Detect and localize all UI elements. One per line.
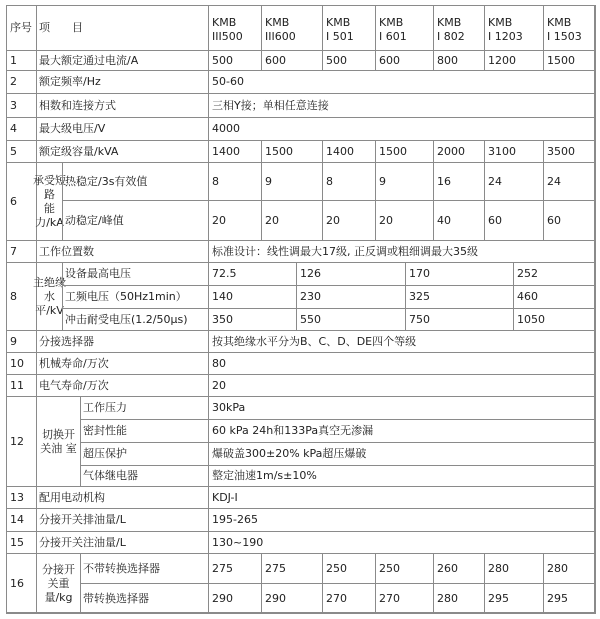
value-cell: 8: [208, 162, 262, 201]
header-model: [322, 5, 376, 51]
value-cell: 500: [208, 50, 262, 71]
value-cell: 295: [543, 583, 596, 614]
row-label: 工作位置数: [36, 240, 209, 263]
sub-label: 热稳定/3s有效值: [62, 162, 209, 201]
row-number: 12: [6, 396, 37, 487]
value-cell: 60: [543, 200, 596, 241]
span-value-cell: 三相Y接；单相任意连接: [208, 93, 596, 118]
span-value-cell: KDJ-I: [208, 486, 596, 509]
row-label-line: 路: [44, 187, 55, 201]
row-label: 机械寿命/万次: [36, 352, 209, 375]
row-number: 10: [6, 352, 37, 375]
sub-label: 工频电压（50Hz1min）: [62, 285, 209, 309]
insulation-value-cell: 140: [208, 285, 297, 309]
insulation-value-cell: 460: [513, 285, 596, 309]
header-model-line: III500: [212, 29, 243, 43]
value-cell: 20: [375, 200, 434, 241]
span-value-cell: 130~190: [208, 531, 596, 554]
value-cell: 290: [208, 583, 262, 614]
value-cell: 20: [208, 200, 262, 241]
row-label-line: 能: [44, 201, 55, 215]
span-value-cell: 20: [208, 374, 596, 397]
row-label: 配用电动机构: [36, 486, 209, 509]
value-cell: 500: [322, 50, 376, 71]
value-cell: 16: [433, 162, 485, 201]
sub-label: 动稳定/峰值: [62, 200, 209, 241]
header-model-line: KMB: [212, 15, 237, 29]
row-label: 相数和连接方式: [36, 93, 209, 118]
value-cell: 40: [433, 200, 485, 241]
span-value-cell: 30kPa: [208, 396, 596, 420]
header-model-line: KMB: [379, 15, 404, 29]
row-number: 9: [6, 330, 37, 353]
header-model-line: I 1203: [488, 29, 523, 43]
row-number: 1: [6, 50, 37, 71]
insulation-value-cell: 1050: [513, 308, 596, 331]
sub-label: 密封性能: [80, 419, 209, 443]
row-label: 分接选择器: [36, 330, 209, 353]
row-label-line: 平/kV: [35, 303, 64, 317]
span-value-cell: 4000: [208, 117, 596, 141]
row-label-line: 关油 室: [40, 441, 77, 455]
row-label-line: 承受短: [33, 173, 66, 187]
row-label-line: 主绝缘: [33, 275, 66, 289]
span-value-cell: 60 kPa 24h和133Pa真空无渗漏: [208, 419, 596, 443]
insulation-value-cell: 72.5: [208, 262, 297, 286]
row-number: 6: [6, 162, 37, 241]
row-number: 2: [6, 70, 37, 94]
sub-label: 气体继电器: [80, 465, 209, 487]
sub-label: 不带转换选择器: [80, 553, 209, 584]
span-value-cell: 按其绝缘水平分为B、C、D、DE四个等级: [208, 330, 596, 353]
row-label: [36, 553, 81, 614]
value-cell: 295: [484, 583, 544, 614]
value-cell: 250: [375, 553, 434, 584]
row-label: 最大级电压/V: [36, 117, 209, 141]
value-cell: 290: [261, 583, 323, 614]
value-cell: 20: [261, 200, 323, 241]
header-model-line: I 1503: [547, 29, 582, 43]
value-cell: 3100: [484, 140, 544, 163]
header-model-line: KMB: [326, 15, 351, 29]
value-cell: 1200: [484, 50, 544, 71]
span-value-cell: 爆破盖300±20% kPa超压爆破: [208, 442, 596, 466]
sub-label: 超压保护: [80, 442, 209, 466]
insulation-value-cell: 750: [405, 308, 514, 331]
row-number: 3: [6, 93, 37, 118]
sub-label: 工作压力: [80, 396, 209, 420]
row-number: 4: [6, 117, 37, 141]
header-model-line: I 501: [326, 29, 354, 43]
insulation-value-cell: 350: [208, 308, 297, 331]
value-cell: 280: [543, 553, 596, 584]
value-cell: 20: [322, 200, 376, 241]
header-model-line: KMB: [265, 15, 290, 29]
header-model-line: III600: [265, 29, 296, 43]
value-cell: 275: [208, 553, 262, 584]
row-label: [33, 162, 66, 241]
value-cell: 600: [261, 50, 323, 71]
insulation-value-cell: 126: [296, 262, 406, 286]
value-cell: 24: [484, 162, 544, 201]
value-cell: 9: [261, 162, 323, 201]
row-label-line: 力/kA: [35, 215, 64, 229]
value-cell: 1400: [208, 140, 262, 163]
value-cell: 270: [375, 583, 434, 614]
insulation-value-cell: 325: [405, 285, 514, 309]
row-label-line: 量/kg: [44, 590, 73, 604]
row-label: 分接开关排油量/L: [36, 508, 209, 532]
row-number: 7: [6, 240, 37, 263]
row-label: 电气寿命/万次: [36, 374, 209, 397]
value-cell: 3500: [543, 140, 596, 163]
insulation-value-cell: 550: [296, 308, 406, 331]
sub-label: 冲击耐受电压(1.2/50μs): [62, 308, 209, 331]
value-cell: 9: [375, 162, 434, 201]
value-cell: 600: [375, 50, 434, 71]
row-label-line: 关重: [47, 576, 70, 590]
row-label-line: 切换开: [42, 427, 75, 441]
span-value-cell: 195-265: [208, 508, 596, 532]
value-cell: 1500: [375, 140, 434, 163]
value-cell: 280: [484, 553, 544, 584]
row-label: 分接开关注油量/L: [36, 531, 209, 554]
row-label-line: 分接开: [42, 562, 75, 576]
insulation-value-cell: 170: [405, 262, 514, 286]
header-model-line: KMB: [547, 15, 572, 29]
header-model: [375, 5, 434, 51]
row-label: 最大额定通过电流/A: [36, 50, 209, 71]
header-model: [484, 5, 544, 51]
row-number: 8: [6, 262, 37, 331]
value-cell: 1500: [261, 140, 323, 163]
row-label: [36, 396, 81, 487]
header-no: 序号: [6, 5, 37, 51]
value-cell: 250: [322, 553, 376, 584]
header-model-line: I 802: [437, 29, 465, 43]
value-cell: 800: [433, 50, 485, 71]
insulation-value-cell: 252: [513, 262, 596, 286]
row-number: 15: [6, 531, 37, 554]
row-number: 16: [6, 553, 37, 614]
header-model: [433, 5, 485, 51]
header-model-line: I 601: [379, 29, 407, 43]
header-model-line: KMB: [437, 15, 462, 29]
row-number: 5: [6, 140, 37, 163]
row-label: [33, 262, 66, 331]
row-number: 14: [6, 508, 37, 532]
header-model-line: KMB: [488, 15, 513, 29]
insulation-value-cell: 230: [296, 285, 406, 309]
span-value-cell: 整定油速1m/s±10%: [208, 465, 596, 487]
span-value-cell: 50-60: [208, 70, 596, 94]
row-label: 额定频率/Hz: [36, 70, 209, 94]
row-number: 13: [6, 486, 37, 509]
value-cell: 24: [543, 162, 596, 201]
value-cell: 1500: [543, 50, 596, 71]
header-model: [543, 5, 596, 51]
sub-label: 带转换选择器: [80, 583, 209, 614]
header-item: 项 目: [36, 5, 209, 51]
header-model: [261, 5, 323, 51]
value-cell: 275: [261, 553, 323, 584]
span-value-cell: 80: [208, 352, 596, 375]
header-model: [208, 5, 262, 51]
value-cell: 8: [322, 162, 376, 201]
row-number: 11: [6, 374, 37, 397]
row-label-line: 水: [44, 289, 55, 303]
row-label: 额定级容量/kVA: [36, 140, 209, 163]
span-value-cell: 标准设计：线性调最大17级, 正反调或粗细调最大35级: [208, 240, 596, 263]
value-cell: 270: [322, 583, 376, 614]
value-cell: 2000: [433, 140, 485, 163]
value-cell: 280: [433, 583, 485, 614]
sub-label: 设备最高电压: [62, 262, 209, 286]
value-cell: 1400: [322, 140, 376, 163]
value-cell: 60: [484, 200, 544, 241]
value-cell: 260: [433, 553, 485, 584]
